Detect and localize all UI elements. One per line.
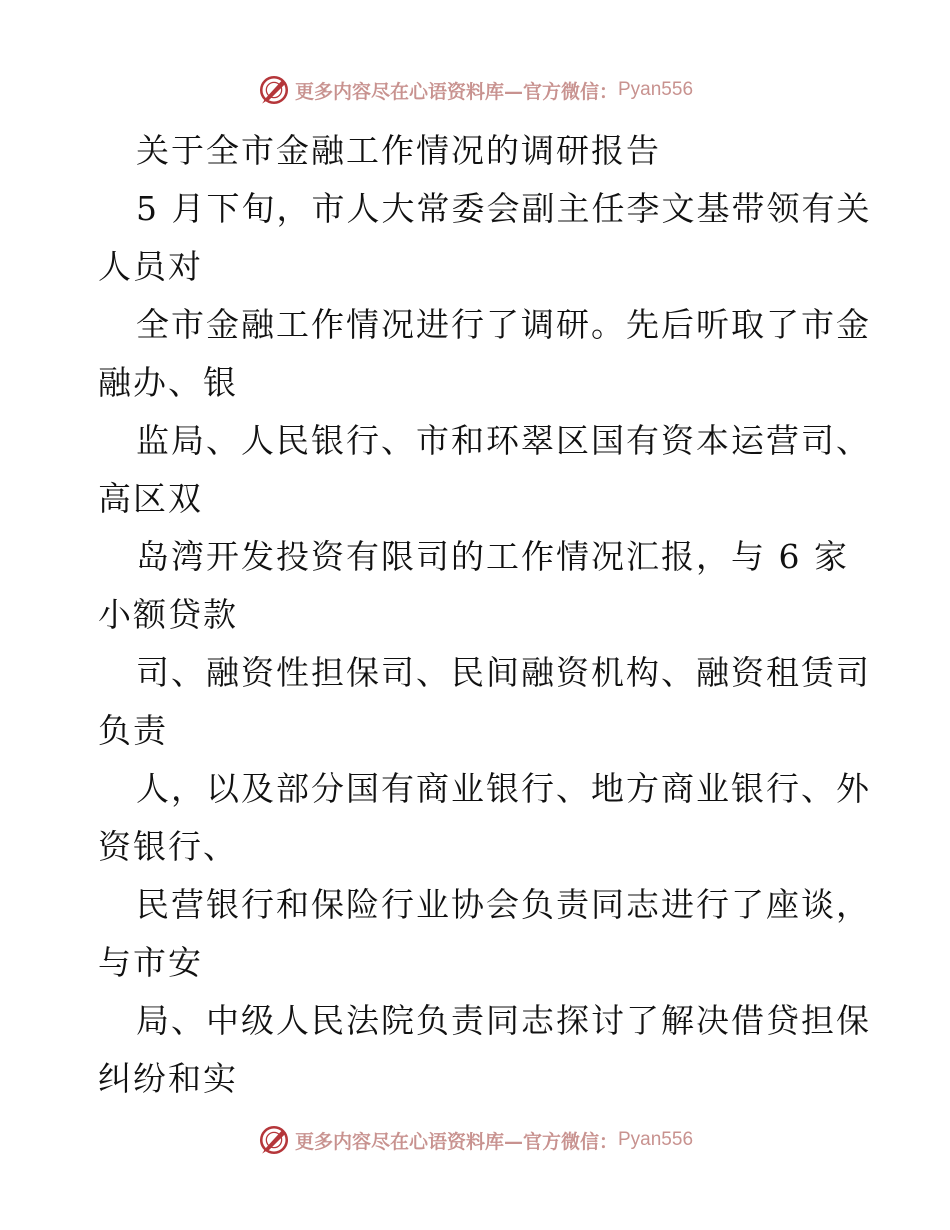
text-line: 民营银行和保险行业协会负责同志进行了座谈， <box>136 885 871 924</box>
text-line: 岛湾开发投资有限司的工作情况汇报，与 6 家 <box>136 537 849 576</box>
text-line: 全市金融工作情况进行了调研。先后听取了市金 <box>136 305 871 344</box>
text-line: 高区双 <box>98 479 203 518</box>
text-line: 纠纷和实 <box>98 1059 238 1098</box>
text-line: 关于全市金融工作情况的调研报告 <box>136 131 661 170</box>
text-line: 局、中级人民法院负责同志探讨了解决借贷担保 <box>136 1001 871 1040</box>
watermark-text: 更多内容尽在心语资料库—官方微信： <box>294 80 618 103</box>
pen-circle-logo-icon <box>257 73 291 107</box>
document-body <box>98 122 872 1108</box>
text-line: 融办、银 <box>98 363 238 402</box>
watermark-wechat-id: Pyan556 <box>618 1129 694 1150</box>
header-watermark <box>0 70 950 110</box>
text-line: 司、融资性担保司、民间融资机构、融资租赁司 <box>136 653 871 692</box>
text-line: 5 月下旬，市人大常委会副主任李文基带领有关 <box>136 189 872 228</box>
pen-circle-logo-icon <box>257 1123 291 1157</box>
watermark-wechat-id: Pyan556 <box>618 79 694 100</box>
text-line: 小额贷款 <box>98 595 238 634</box>
text-line: 人员对 <box>98 247 203 286</box>
text-line: 与市安 <box>98 943 203 982</box>
text-line: 人，以及部分国有商业银行、地方商业银行、外 <box>136 769 871 808</box>
text-line: 资银行、 <box>98 827 238 866</box>
footer-watermark <box>0 1120 950 1160</box>
text-line: 负责 <box>98 711 168 750</box>
watermark-text: 更多内容尽在心语资料库—官方微信： <box>294 1130 618 1153</box>
text-line: 监局、人民银行、市和环翠区国有资本运营司、 <box>136 421 871 460</box>
